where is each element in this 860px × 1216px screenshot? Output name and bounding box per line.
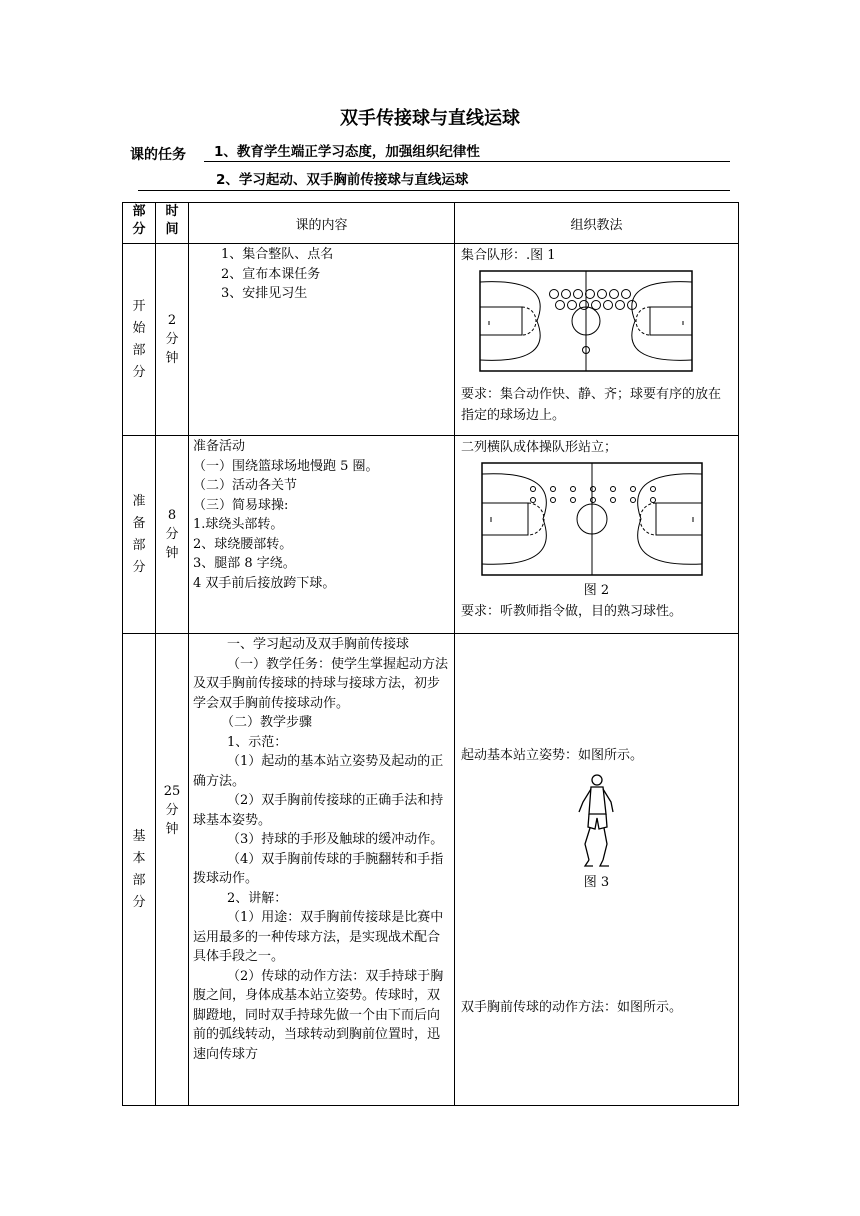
header-part: 部 分 bbox=[123, 203, 156, 244]
method-text-2: 双手胸前传球的动作方法：如图所示。 bbox=[461, 1000, 683, 1015]
figure-caption: 图 3 bbox=[583, 875, 610, 890]
content-cell: 1、集合整队、点名 2、宣布本课任务 3、安排见习生 bbox=[189, 244, 455, 436]
table-row bbox=[123, 244, 739, 436]
part-cell: 基 本 部 分 bbox=[123, 634, 156, 1106]
court-diagram-1 bbox=[479, 270, 693, 378]
table-row bbox=[123, 634, 739, 1106]
requirement-text: 要求：听教师指令做，目的熟习球性。 bbox=[461, 604, 683, 619]
header-time: 时 间 bbox=[156, 203, 189, 244]
part-cell: 开 始 部 分 bbox=[123, 244, 156, 436]
method-cell bbox=[455, 634, 739, 1106]
method-cell bbox=[455, 436, 739, 634]
player-figure bbox=[573, 772, 623, 872]
header-content: 课的内容 bbox=[189, 203, 455, 244]
content-cell: 准备活动 （一）围绕篮球场地慢跑 5 圈。 （二）活动各关节 （三）简易球操: 1.球绕头部转。 2、球绕腰部转。 3、腿部 8 字绕。 4 双手前后接放跨下球。 bbox=[189, 436, 455, 634]
time-cell: 25 分 钟 bbox=[156, 634, 189, 1106]
method-cell bbox=[455, 244, 739, 436]
task-line-2: 2、学习起动、双手胸前传接球与直线运球 bbox=[138, 172, 730, 191]
time-cell: 2 分 钟 bbox=[156, 244, 189, 436]
time-cell: 8 分 钟 bbox=[156, 436, 189, 634]
formation-label: 集合队形：.图 1 bbox=[461, 248, 556, 263]
method-text-1: 起动基本站立姿势：如图所示。 bbox=[461, 748, 644, 763]
part-cell: 准 备 部 分 bbox=[123, 436, 156, 634]
requirement-text: 要求：集合动作快、静、齐；球要有序的放在指定的球场边上。 bbox=[461, 387, 722, 423]
table-row bbox=[123, 436, 739, 634]
task-line-1: 1、教育学生端正学习态度，加强组织纪律性 bbox=[204, 144, 730, 162]
formation-label: 二列横队成体操队形站立； bbox=[461, 440, 618, 455]
page-title: 双手传接球与直线运球 bbox=[340, 108, 520, 129]
lesson-table bbox=[122, 202, 739, 1106]
figure-caption: 图 2 bbox=[583, 583, 610, 598]
content-cell: 一、学习起动及双手胸前传接球 （一）教学任务：使学生掌握起动方法及双手胸前传接球的持球与接球方法，初步学会双手胸前传接球动作。 （二）教学步骤 1、示范： （1）起动的基本站立姿势及起动的正确方法。 （2）双手胸前传接球的正确手法和持球基本姿势。 （3）持球的手形及触球的缓冲动作。 （4）双手胸前传球的手腕翻转和手指拨球动作。 2、讲解： （1）用途：双手胸前传接球是比赛中运用最多的一种传球方法，是实现战术配合具体手段之一。 （2）传球的动作方法：双手持球于胸腹之间，身体成基本站立姿势。传球时，双脚蹬地，同时双手持球先做一个由下而后向前的弧线转动，当球转动到胸前位置时，迅速向传球方 bbox=[189, 634, 455, 1106]
task-label: 课的任务 bbox=[130, 147, 186, 163]
header-method: 组织教法 bbox=[455, 203, 739, 244]
header-row bbox=[123, 203, 739, 244]
court-diagram-2 bbox=[481, 462, 703, 580]
